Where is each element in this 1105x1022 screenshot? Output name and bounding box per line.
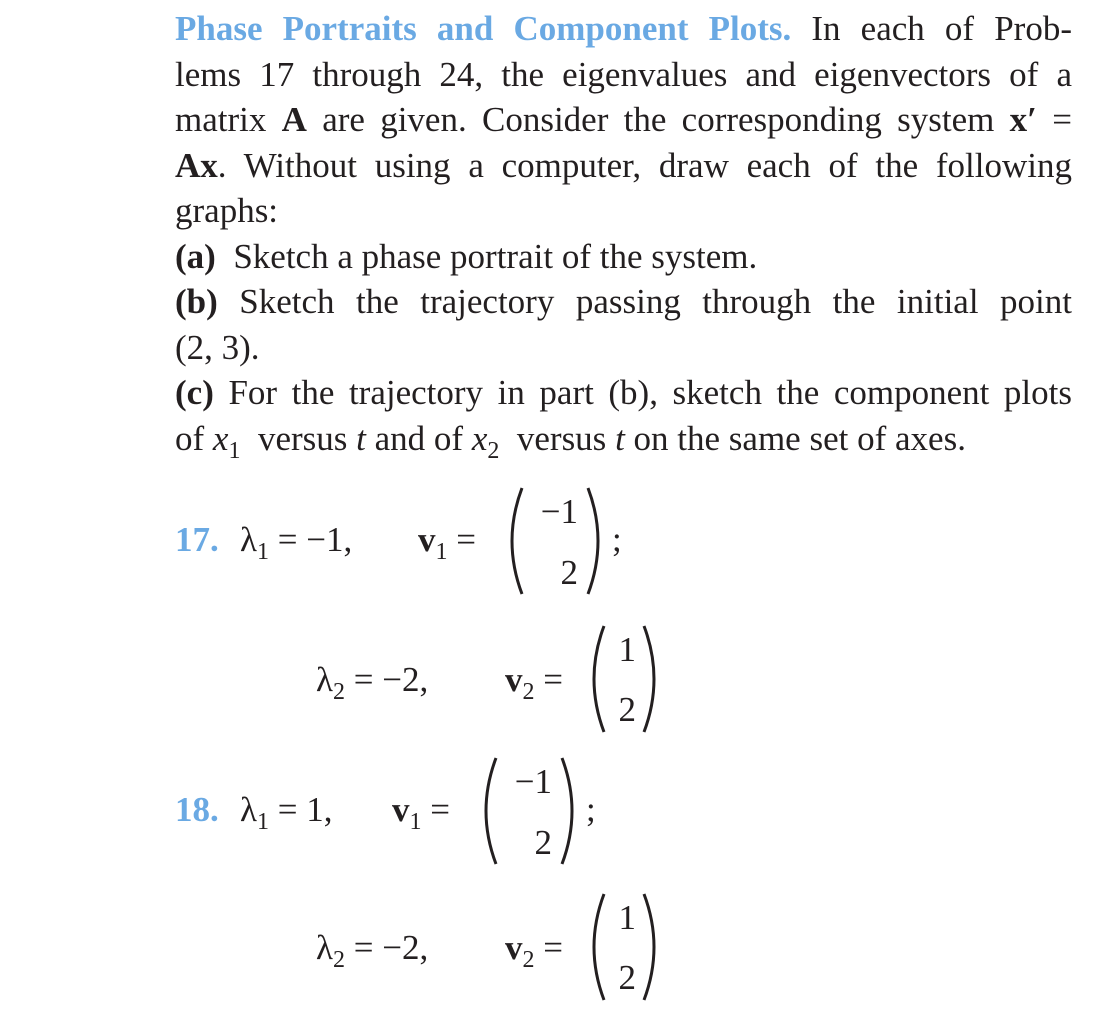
vector-entry-bottom: 2 [560, 553, 578, 592]
vector-entry-top: −1 [540, 492, 578, 531]
intro-line-4: Ax. Without using a computer, draw each of the following [175, 145, 1072, 185]
intro-line-3: matrix A are given. Consider the corresponding system x′ = [175, 100, 1073, 139]
section-heading: Phase Portraits and Component Plots. [175, 9, 792, 48]
intro-line-1: Phase Portraits and Component Plots. In each of Prob- [175, 9, 1072, 48]
separator: ; [586, 790, 596, 829]
part-a: (a) Sketch a phase portrait of the system. [175, 236, 758, 276]
intro-line-5: graphs: [175, 191, 279, 230]
vector-entry-bottom: 2 [534, 823, 552, 862]
eigenvector-2-label: $v_2$ = [505, 660, 563, 705]
part-b-line-2: (2, 3). [175, 327, 260, 367]
lambda-2: $\lambda_2 = -2$, [316, 928, 429, 973]
separator: ; [612, 520, 622, 559]
eigenvector-2-label: $v_2$ = [505, 928, 563, 973]
eigenvector-1-label: $v_1$ = [418, 520, 476, 565]
matrix-symbol: A [281, 100, 307, 139]
vector-entry-bottom: 2 [618, 958, 636, 997]
eigenvector-1-label: $v_1$ = [392, 790, 450, 835]
problem-intro [175, 6, 1073, 464]
problem-number: 18. [175, 790, 219, 829]
part-c-line-2: of $x_1$ versus t and of $x_2$ versus t on the same set of axes. [175, 418, 966, 464]
vector-entry-top: 1 [618, 630, 636, 669]
vector-entry-top: −1 [514, 762, 552, 801]
part-b-line-1: (b) Sketch the trajectory passing through the initial point [175, 282, 1072, 321]
part-c-line-1: (c) For the trajectory in part (b), sketch the component plots [175, 373, 1072, 412]
lambda-2: $\lambda_2 = -2$, [316, 660, 429, 705]
vector-entry-top: 1 [618, 898, 636, 937]
intro-line-2: lems 17 through 24, the eigenvalues and eigenvectors of a [175, 54, 1072, 94]
lambda-1: $\lambda_1 = 1$, [240, 790, 333, 835]
vector-entry-bottom: 2 [618, 690, 636, 729]
lambda-1: $\lambda_1 = -1$, [240, 520, 353, 565]
problem-number: 17. [175, 520, 219, 559]
